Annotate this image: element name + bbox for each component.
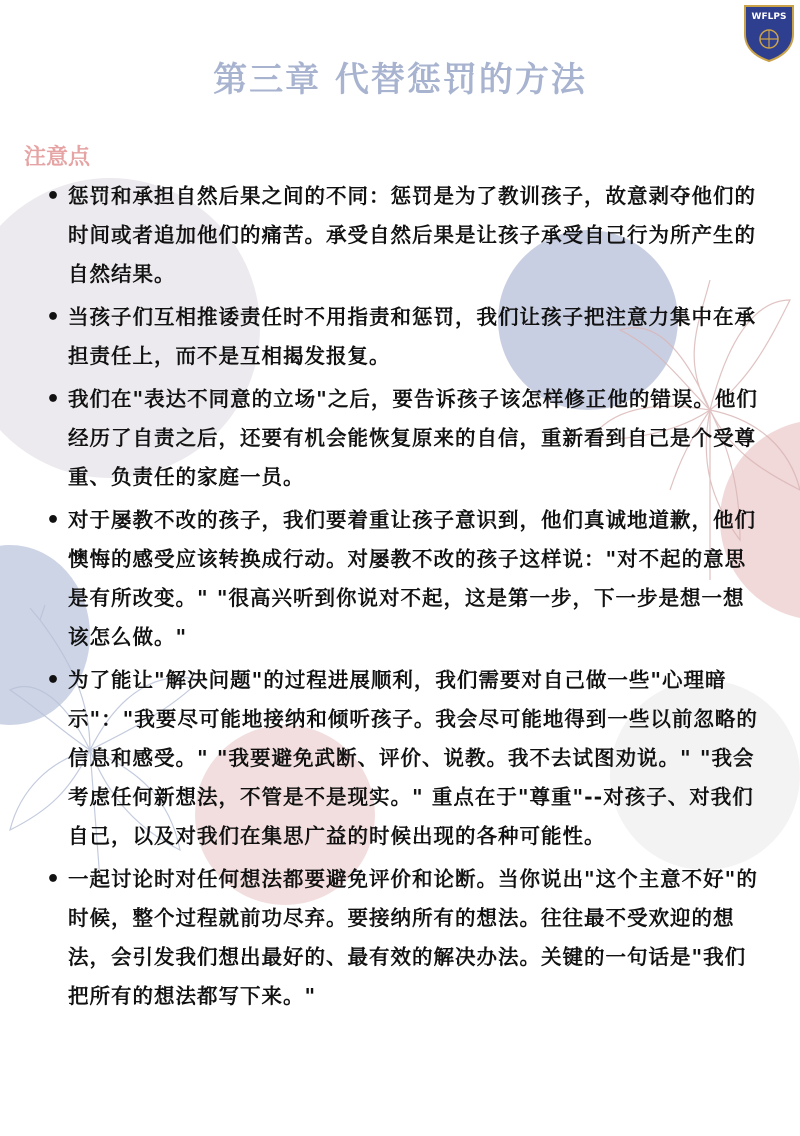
notes-list <box>42 177 760 1016</box>
list-item-text: 对于屡教不改的孩子，我们要着重让孩子意识到，他们真诚地道歉，他们懊悔的感受应该转换成行动。对屡教不改的孩子这样说："对不起的意思是有所改变。" "很高兴听到你说对不起，这是第一步，下一步是想一想该怎么做。" <box>68 508 756 649</box>
bullet-icon: • <box>46 508 62 533</box>
bullet-icon: • <box>46 387 62 412</box>
bullet-icon: • <box>46 867 62 892</box>
list-item-text: 我们在"表达不同意的立场"之后，要告诉孩子该怎样修正他的错误。他们经历了自责之后，还要有机会能恢复原来的自信，重新看到自己是个受尊重、负责任的家庭一员。 <box>68 387 758 489</box>
section-subheading: 注意点 <box>24 145 91 170</box>
list-item <box>42 177 760 294</box>
list-item <box>42 380 760 497</box>
list-item <box>42 860 760 1016</box>
list-item-text: 惩罚和承担自然后果之间的不同：惩罚是为了教训孩子，故意剥夺他们的时间或者追加他们的痛苦。承受自然后果是让孩子承受自己行为所产生的自然结果。 <box>68 184 756 286</box>
list-item <box>42 661 760 856</box>
list-item <box>42 298 760 376</box>
list-item-text: 一起讨论时对任何想法都要避免评价和论断。当你说出"这个主意不好"的时候，整个过程就前功尽弃。要接纳所有的想法。往往最不受欢迎的想法，会引发我们想出最好的、最有效的解决办法。关键的一句话是"我们把所有的想法都写下来。" <box>68 867 758 1008</box>
bullet-icon: • <box>46 184 62 209</box>
list-item-text: 为了能让"解决问题"的过程进展顺利，我们需要对自己做一些"心理暗示"："我要尽可能地接纳和倾听孩子。我会尽可能地得到一些以前忽略的信息和感受。" "我要避免武断、评价、说教。我不去试图劝说。" "我会考虑任何新想法，不管是不是现实。" 重点在于"尊重"--对孩子、对我们自己，以及对我们在集思广益的时候出现的各种可能性。 <box>68 668 758 848</box>
bullet-icon: • <box>46 668 62 693</box>
page-title: 第三章 代替惩罚的方法 <box>213 60 587 100</box>
notes-content <box>42 177 760 1020</box>
logo-text: WFLPS <box>751 12 787 22</box>
bullet-icon: • <box>46 305 62 330</box>
list-item-text: 当孩子们互相推诿责任时不用指责和惩罚，我们让孩子把注意力集中在承担责任上，而不是互相揭发报复。 <box>68 305 756 368</box>
list-item <box>42 501 760 657</box>
